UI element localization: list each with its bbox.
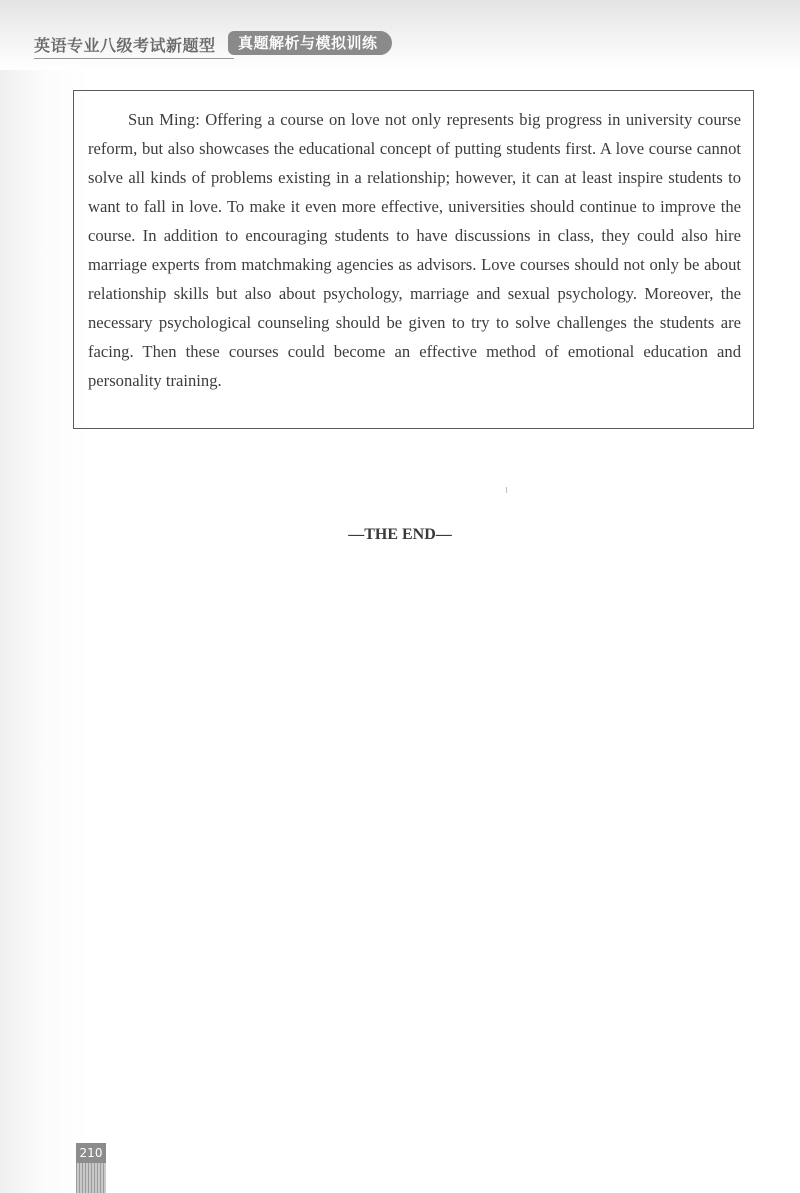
book-title: 英语专业八级考试新题型 [34, 36, 216, 55]
quoted-text-box [73, 90, 754, 429]
page-number: 210 [76, 1143, 106, 1163]
scan-mark [506, 487, 507, 493]
header-underline [34, 58, 234, 59]
running-header [0, 0, 800, 70]
page-edge-strip [76, 1163, 106, 1193]
book-subtitle-tab: 真题解析与模拟训练 [228, 31, 392, 55]
the-end-marker: —THE END— [348, 526, 452, 543]
body-paragraph: Sun Ming: Offering a course on love not only represents big progress in university course reform, but also showcases the educational concept of putting students first. A love course cannot solve all kinds of problems existing in a relationship; however, it can at least inspire students to want to fall in love. To make it even more effective, universities should continue to improve the course. In addition to encouraging students to have discussions in class, they could also hire marriage experts from matchmaking agencies as advisors. Love courses should not only be about relationship skills but also about psychology, marriage and sexual psychology. Moreover, the necessary psychological counseling should be given to try to solve challenges the students are facing. Then these courses could become an effective method of emotional education and personality training. [88, 110, 741, 390]
